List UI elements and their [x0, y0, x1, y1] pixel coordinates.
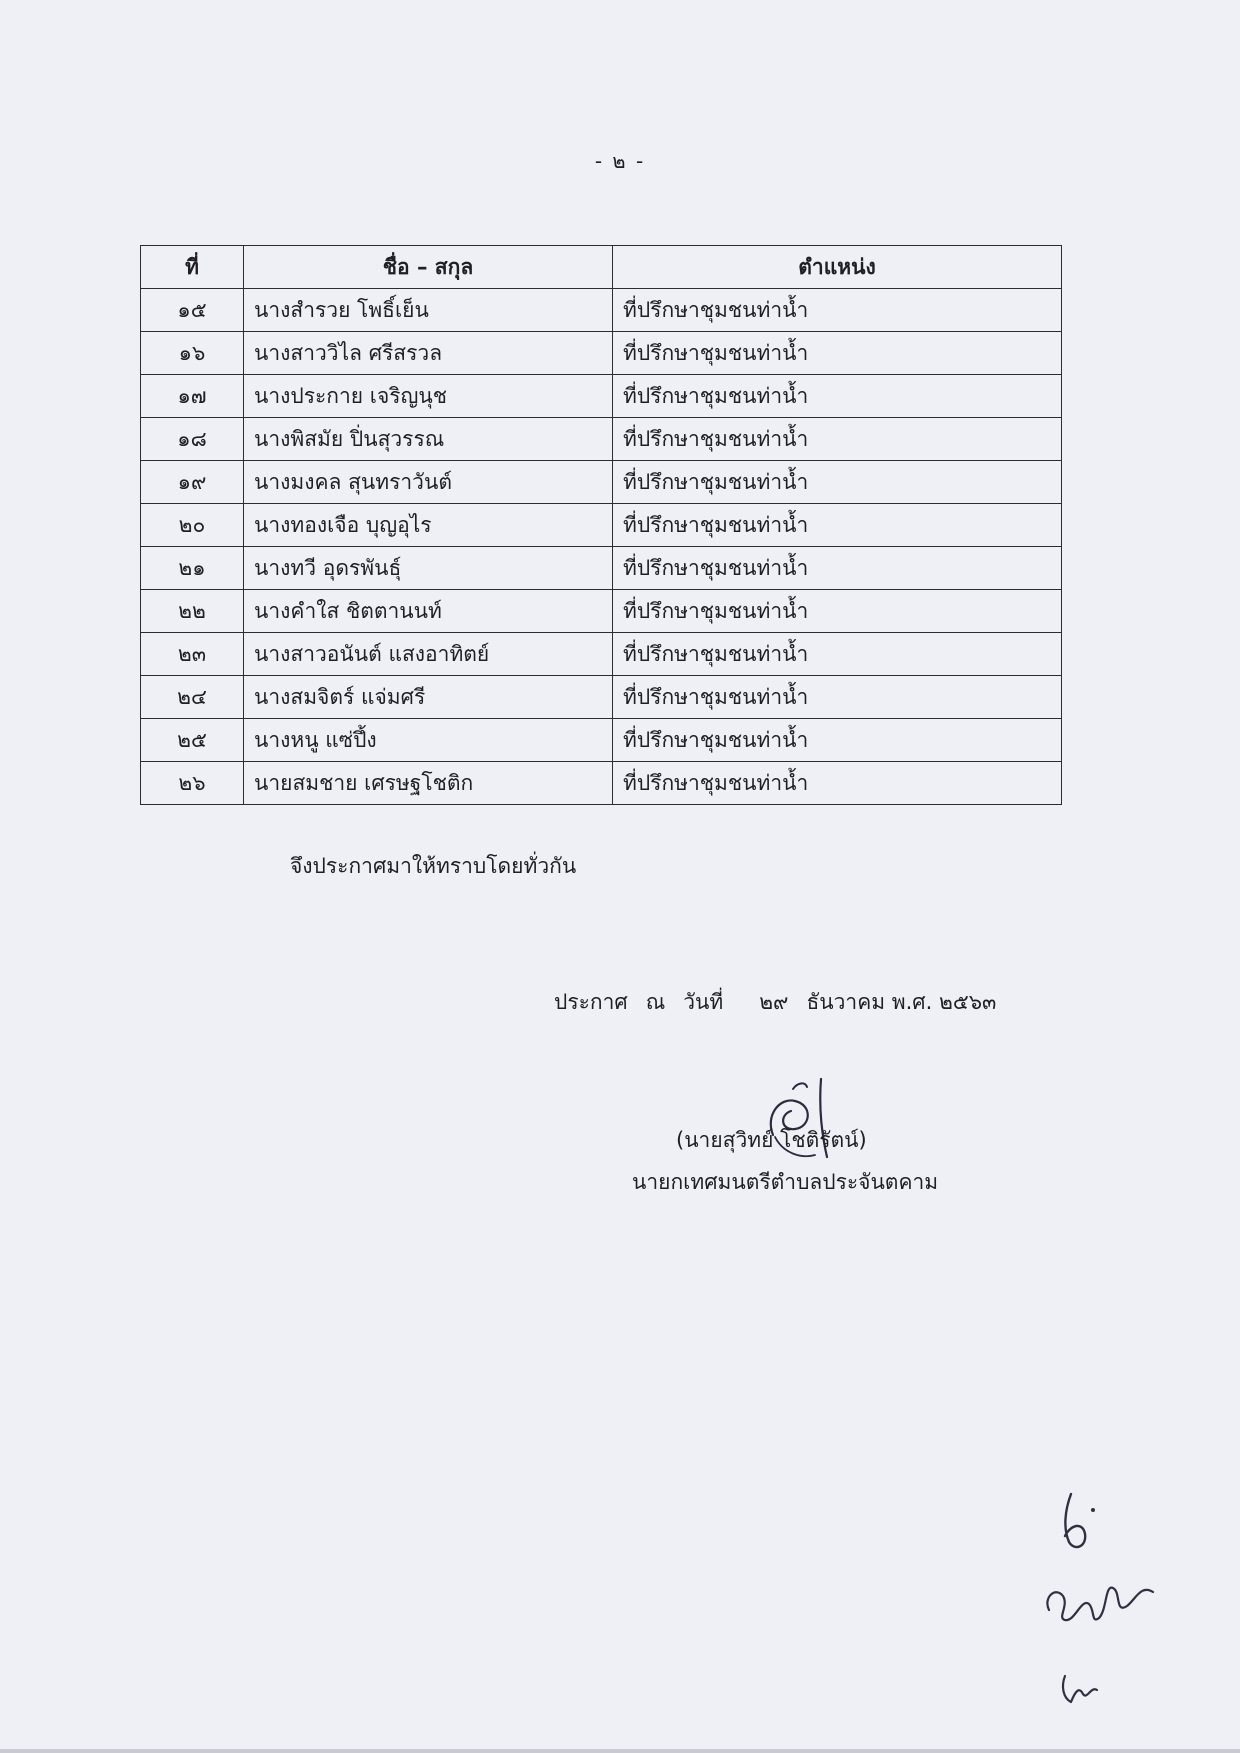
row-no: ๑๗ [141, 375, 244, 418]
row-name: นางมงคล สุนทราวันต์ [244, 461, 613, 504]
date-at-label: ณ [645, 990, 666, 1014]
row-name: นางสาวอนันต์ แสงอาทิตย์ [244, 633, 613, 676]
row-name: นางทวี อุดรพันธุ์ [244, 547, 613, 590]
row-position: ที่ปรึกษาชุมชนท่าน้ำ [613, 332, 1062, 375]
row-position: ที่ปรึกษาชุมชนท่าน้ำ [613, 504, 1062, 547]
table-row [141, 590, 1062, 633]
date-announced-label: ประกาศ [554, 990, 628, 1014]
row-name: นางสำรวย โพธิ์เย็น [244, 289, 613, 332]
row-name: นางหนู แซ่ปึ้ง [244, 719, 613, 762]
header-name: ชื่อ – สกุล [244, 246, 613, 289]
table-row [141, 633, 1062, 676]
header-position: ตำแหน่ง [613, 246, 1062, 289]
announcement-date [554, 986, 996, 1019]
row-position: ที่ปรึกษาชุมชนท่าน้ำ [613, 289, 1062, 332]
table-header-row [141, 246, 1062, 289]
header-no: ที่ [141, 246, 244, 289]
row-name: นายสมชาย เศรษฐโชติก [244, 762, 613, 805]
row-no: ๑๙ [141, 461, 244, 504]
row-name: นางพิสมัย ปิ่นสุวรรณ [244, 418, 613, 461]
date-day: ๒๙ [759, 990, 789, 1014]
table-row [141, 332, 1062, 375]
date-month-year: ธันวาคม พ.ศ. ๒๕๖๓ [806, 990, 997, 1014]
table-row [141, 547, 1062, 590]
table-row [141, 418, 1062, 461]
table-row [141, 762, 1062, 805]
table-row [141, 461, 1062, 504]
row-no: ๒๑ [141, 547, 244, 590]
row-no: ๒๓ [141, 633, 244, 676]
table-row [141, 504, 1062, 547]
handwritten-initials [1035, 1480, 1175, 1710]
scan-bottom-edge [0, 1749, 1240, 1753]
row-name: นางคำใส ชิตตานนท์ [244, 590, 613, 633]
row-position: ที่ปรึกษาชุมชนท่าน้ำ [613, 547, 1062, 590]
page-number: - ๒ - [594, 149, 646, 173]
row-position: ที่ปรึกษาชุมชนท่าน้ำ [613, 676, 1062, 719]
row-position: ที่ปรึกษาชุมชนท่าน้ำ [613, 590, 1062, 633]
row-position: ที่ปรึกษาชุมชนท่าน้ำ [613, 762, 1062, 805]
row-name: นางทองเจือ บุญอุไร [244, 504, 613, 547]
signer-title: นายกเทศมนตรีตำบลประจันตคาม [632, 1170, 939, 1194]
table-row [141, 289, 1062, 332]
row-position: ที่ปรึกษาชุมชนท่าน้ำ [613, 461, 1062, 504]
row-position: ที่ปรึกษาชุมชนท่าน้ำ [613, 418, 1062, 461]
row-position: ที่ปรึกษาชุมชนท่าน้ำ [613, 633, 1062, 676]
table-row [141, 719, 1062, 762]
row-no: ๑๖ [141, 332, 244, 375]
row-position: ที่ปรึกษาชุมชนท่าน้ำ [613, 375, 1062, 418]
row-no: ๒๔ [141, 676, 244, 719]
date-day-label: วันที่ [683, 990, 724, 1014]
row-no: ๒๖ [141, 762, 244, 805]
row-no: ๒๐ [141, 504, 244, 547]
table-row [141, 375, 1062, 418]
row-no: ๑๕ [141, 289, 244, 332]
row-position: ที่ปรึกษาชุมชนท่าน้ำ [613, 719, 1062, 762]
row-no: ๑๘ [141, 418, 244, 461]
signer-name: (นายสุวิทย์ โชติรัตน์) [676, 1128, 867, 1152]
members-table [140, 245, 1062, 805]
closing-statement: จึงประกาศมาให้ทราบโดยทั่วกัน [290, 854, 577, 878]
table-row [141, 676, 1062, 719]
row-no: ๒๕ [141, 719, 244, 762]
row-name: นางสาววิไล ศรีสรวล [244, 332, 613, 375]
row-name: นางสมจิตร์ แจ่มศรี [244, 676, 613, 719]
row-no: ๒๒ [141, 590, 244, 633]
row-name: นางประกาย เจริญนุช [244, 375, 613, 418]
